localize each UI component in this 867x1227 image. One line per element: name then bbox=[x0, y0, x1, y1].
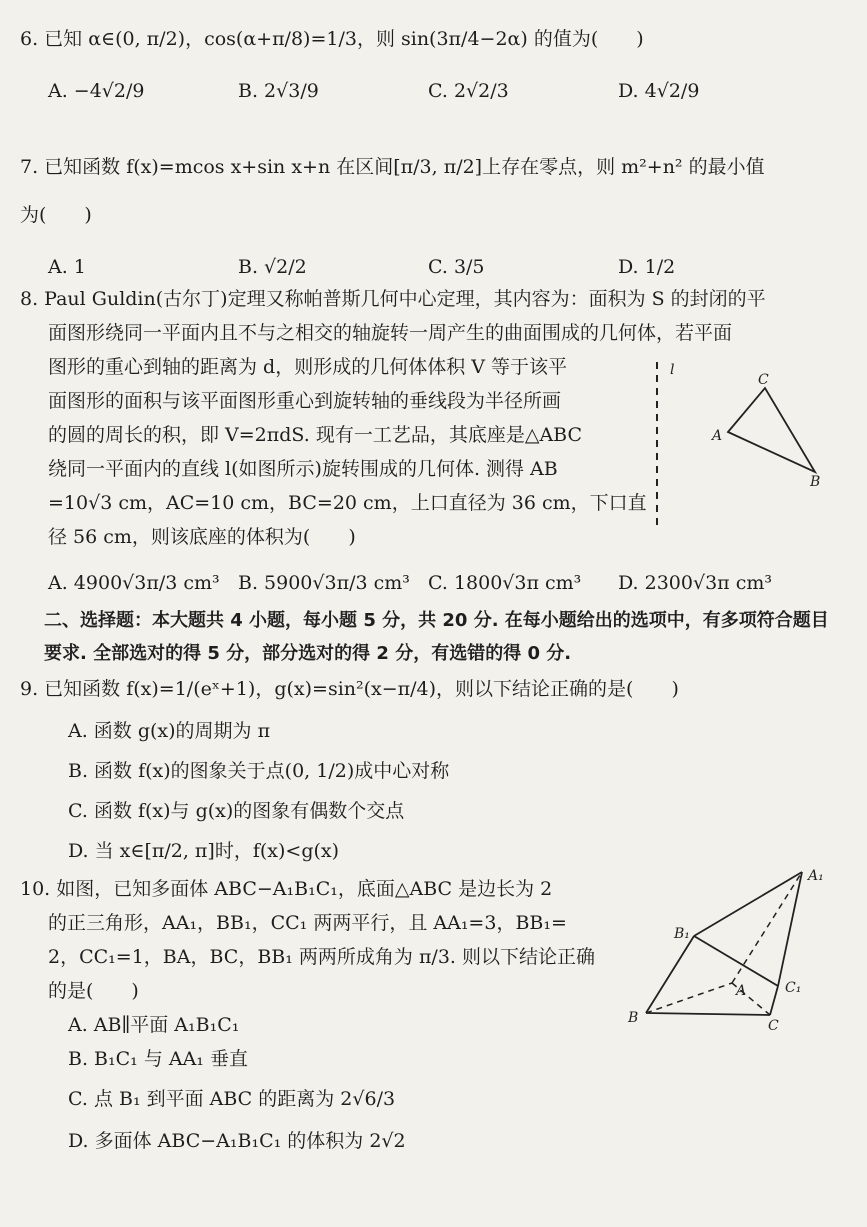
question-7-stem-cont: 为( ) bbox=[20, 204, 92, 226]
question-9-option-a: A. 函数 g(x)的周期为 π bbox=[68, 720, 271, 742]
polyhedron-figure bbox=[620, 858, 845, 1038]
question-8-line-8: 径 56 cm，则该底座的体积为( ) bbox=[48, 526, 356, 548]
question-10-line-4: 的是( ) bbox=[48, 980, 139, 1002]
option-a: A. −4√2/9 bbox=[48, 80, 145, 102]
question-8-line-4: 面图形的面积与该平面图形重心到旋转轴的垂线段为半径所画 bbox=[48, 390, 562, 412]
option-d: D. 2300√3π cm³ bbox=[618, 572, 772, 594]
vertex-c1-label: C₁ bbox=[785, 980, 802, 996]
question-9 bbox=[20, 672, 832, 868]
question-10 bbox=[20, 872, 610, 1158]
question-10-option-a: A. AB∥平面 A₁B₁C₁ bbox=[68, 1014, 240, 1036]
question-8-options bbox=[20, 566, 832, 600]
question-6 bbox=[20, 22, 832, 108]
question-10-line-3: 2，CC₁=1，BA，BC，BB₁ 两两所成角为 π/3. 则以下结论正确 bbox=[48, 946, 596, 968]
edge-cc1 bbox=[770, 986, 778, 1015]
edge-a1c1 bbox=[778, 872, 802, 986]
question-8-line-6: 绕同一平面内的直线 l(如图所示)旋转围成的几何体. 测得 AB bbox=[48, 458, 558, 480]
option-c: C. 3/5 bbox=[428, 256, 485, 278]
question-6-stem: 6. 已知 α∈(0, π/2)，cos(α+π/8)=1/3，则 sin(3π/4−2α) 的值为( ) bbox=[20, 28, 644, 50]
section-2-instructions bbox=[44, 604, 834, 670]
question-9-option-b: B. 函数 f(x)的图象关于点(0, 1/2)成中心对称 bbox=[68, 760, 450, 782]
edge-b1a1 bbox=[694, 872, 802, 936]
question-8-line-5: 的圆的周长的积，即 V=2πdS. 现有一工艺品，其底座是△ABC bbox=[48, 424, 583, 446]
edge-bb1 bbox=[646, 936, 694, 1013]
vertex-c-label: C bbox=[768, 1018, 779, 1034]
option-a: A. 1 bbox=[48, 256, 86, 278]
option-b: B. 5900√3π/3 cm³ bbox=[238, 572, 410, 594]
option-b: B. 2√3/9 bbox=[238, 80, 319, 102]
option-d: D. 4√2/9 bbox=[618, 80, 700, 102]
question-9-option-c: C. 函数 f(x)与 g(x)的图象有偶数个交点 bbox=[68, 800, 405, 822]
vertex-a-label: A bbox=[712, 428, 723, 444]
vertex-b-label: B bbox=[628, 1010, 639, 1026]
question-10-line-2: 的正三角形，AA₁，BB₁，CC₁ 两两平行，且 AA₁=3，BB₁= bbox=[48, 912, 567, 934]
vertex-a-label: A bbox=[736, 983, 747, 999]
option-c: C. 2√2/3 bbox=[428, 80, 509, 102]
vertex-b-label: B bbox=[810, 474, 821, 490]
vertex-c-label: C bbox=[758, 372, 769, 388]
option-a: A. 4900√3π/3 cm³ bbox=[48, 572, 220, 594]
option-d: D. 1/2 bbox=[618, 256, 676, 278]
edge-ba bbox=[646, 983, 732, 1013]
option-c: C. 1800√3π cm³ bbox=[428, 572, 582, 594]
question-6-options bbox=[20, 74, 832, 108]
vertex-a1-label: A₁ bbox=[808, 868, 824, 884]
question-10-option-d: D. 多面体 ABC−A₁B₁C₁ 的体积为 2√2 bbox=[68, 1130, 406, 1152]
vertex-b1-label: B₁ bbox=[674, 926, 690, 942]
question-7 bbox=[20, 150, 832, 284]
axis-label: l bbox=[670, 362, 675, 378]
edge-aa1 bbox=[732, 872, 802, 983]
section-2-line-1: 二、选择题：本大题共 4 小题，每小题 5 分，共 20 分. 在每小题给出的选项中，有多项符合题目 bbox=[44, 610, 829, 631]
question-7-options bbox=[20, 250, 832, 284]
question-8-line-1: 8. Paul Guldin(古尔丁)定理又称帕普斯几何中心定理，其内容为：面积为 S 的封闭的平 bbox=[20, 288, 766, 310]
question-8-line-2: 面图形绕同一平面内且不与之相交的轴旋转一周产生的曲面围成的几何体，若平面 bbox=[48, 322, 733, 344]
question-10-option-b: B. B₁C₁ 与 AA₁ 垂直 bbox=[68, 1048, 248, 1070]
question-9-stem: 9. 已知函数 f(x)=1/(eˣ+1)，g(x)=sin²(x−π/4)，则以下结论正确的是( ) bbox=[20, 678, 679, 700]
edge-bc bbox=[646, 1013, 770, 1015]
edge-b1c1 bbox=[694, 936, 778, 986]
triangle-rotation-figure bbox=[640, 360, 830, 530]
section-2-line-2: 要求. 全部选对的得 5 分，部分选对的得 2 分，有选错的得 0 分. bbox=[44, 643, 572, 664]
question-8-line-7: =10√3 cm，AC=10 cm，BC=20 cm，上口直径为 36 cm，下口直 bbox=[48, 492, 647, 514]
triangle-abc bbox=[728, 388, 815, 472]
question-8-line-3: 图形的重心到轴的距离为 d，则形成的几何体体积 V 等于该平 bbox=[48, 356, 568, 378]
question-10-option-c: C. 点 B₁ 到平面 ABC 的距离为 2√6/3 bbox=[68, 1088, 396, 1110]
question-9-option-d: D. 当 x∈[π/2, π]时，f(x)<g(x) bbox=[68, 840, 340, 862]
question-7-stem: 7. 已知函数 f(x)=mcos x+sin x+n 在区间[π/3, π/2]上存在零点，则 m²+n² 的最小值 bbox=[20, 156, 765, 178]
question-10-line-1: 10. 如图，已知多面体 ABC−A₁B₁C₁，底面△ABC 是边长为 2 bbox=[20, 878, 553, 900]
option-b: B. √2/2 bbox=[238, 256, 307, 278]
